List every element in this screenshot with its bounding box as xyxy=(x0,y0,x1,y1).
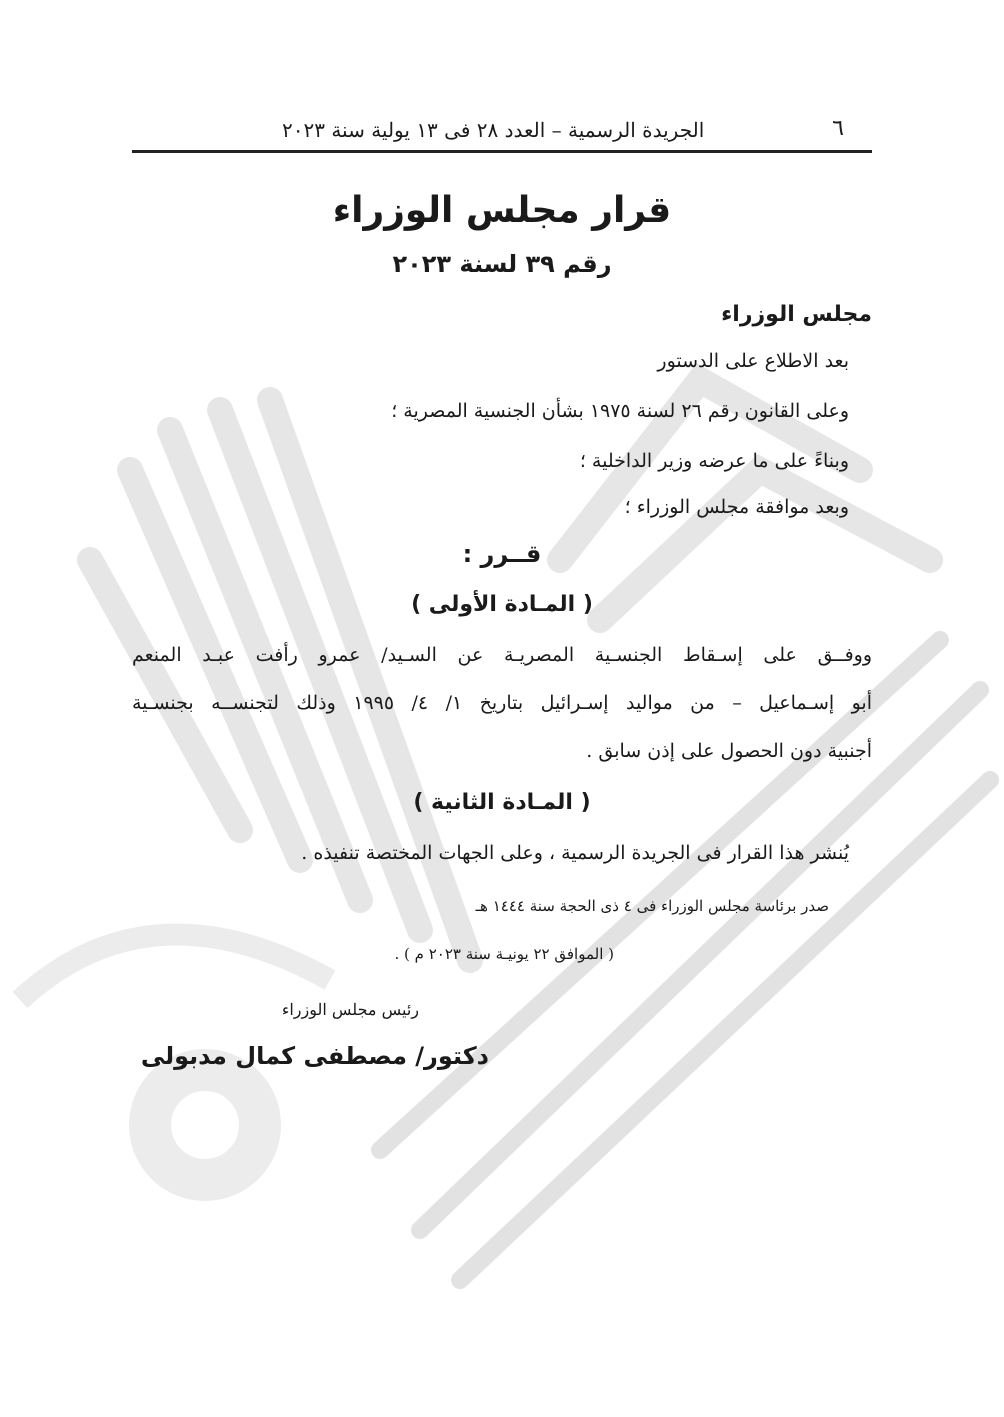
page-number: ٦ xyxy=(832,116,844,141)
article-1-line-3: أجنبية دون الحصول على إذن سابق . xyxy=(586,740,872,762)
preamble-line-2: وعلى القانون رقم ٢٦ لسنة ١٩٧٥ بشأن الجنسية المصرية ؛ xyxy=(391,400,849,422)
pm-title: رئيس مجلس الوزراء xyxy=(281,1000,419,1019)
preamble-line-3: وبناءً على ما عرضه وزير الداخلية ؛ xyxy=(579,450,849,472)
article-1-heading: ( المـادة الأولى ) xyxy=(411,592,593,617)
preamble-line-4: وبعد موافقة مجلس الوزراء ؛ xyxy=(624,496,849,518)
article-1-line-2: أبو إسـماعيل – من مواليد إسـرائيل بتاريخ ١/ ٤/ ١٩٩٥ وذلك لتجنســه بجنسـية xyxy=(132,692,872,714)
article-1-line-1: ووفــق على إسـقاط الجنسـية المصريـة عن السـيد/ عمرو رأفت عبـد المنعم xyxy=(132,644,872,666)
signer-name: دكتور/ مصطفى كمال مدبولى xyxy=(140,1042,489,1070)
article-2-heading: ( المـادة الثانية ) xyxy=(413,790,591,815)
decided-label: قــرر : xyxy=(462,540,542,568)
gazette-title: الجريدة الرسمية – العدد ٢٨ فى ١٣ يولية سنة ٢٠٢٣ xyxy=(282,118,705,142)
decree-title: قرار مجلس الوزراء xyxy=(332,190,672,231)
preamble-line-1: بعد الاطلاع على الدستور xyxy=(657,350,849,372)
corresponding-date: ( الموافق ٢٢ يونيـة سنة ٢٠٢٣ م ) . xyxy=(394,945,614,963)
council-heading: مجلس الوزراء xyxy=(721,302,872,327)
article-2-text: يُنشر هذا القرار فى الجريدة الرسمية ، وعلى الجهات المختصة تنفيذه . xyxy=(301,842,849,864)
decree-number: رقم ٣٩ لسنة ٢٠٢٣ xyxy=(392,250,612,278)
page-header xyxy=(132,112,872,153)
issued-date: صدر برئاسة مجلس الوزراء فى ٤ ذى الحجة سنة ١٤٤٤ هـ xyxy=(475,897,829,915)
